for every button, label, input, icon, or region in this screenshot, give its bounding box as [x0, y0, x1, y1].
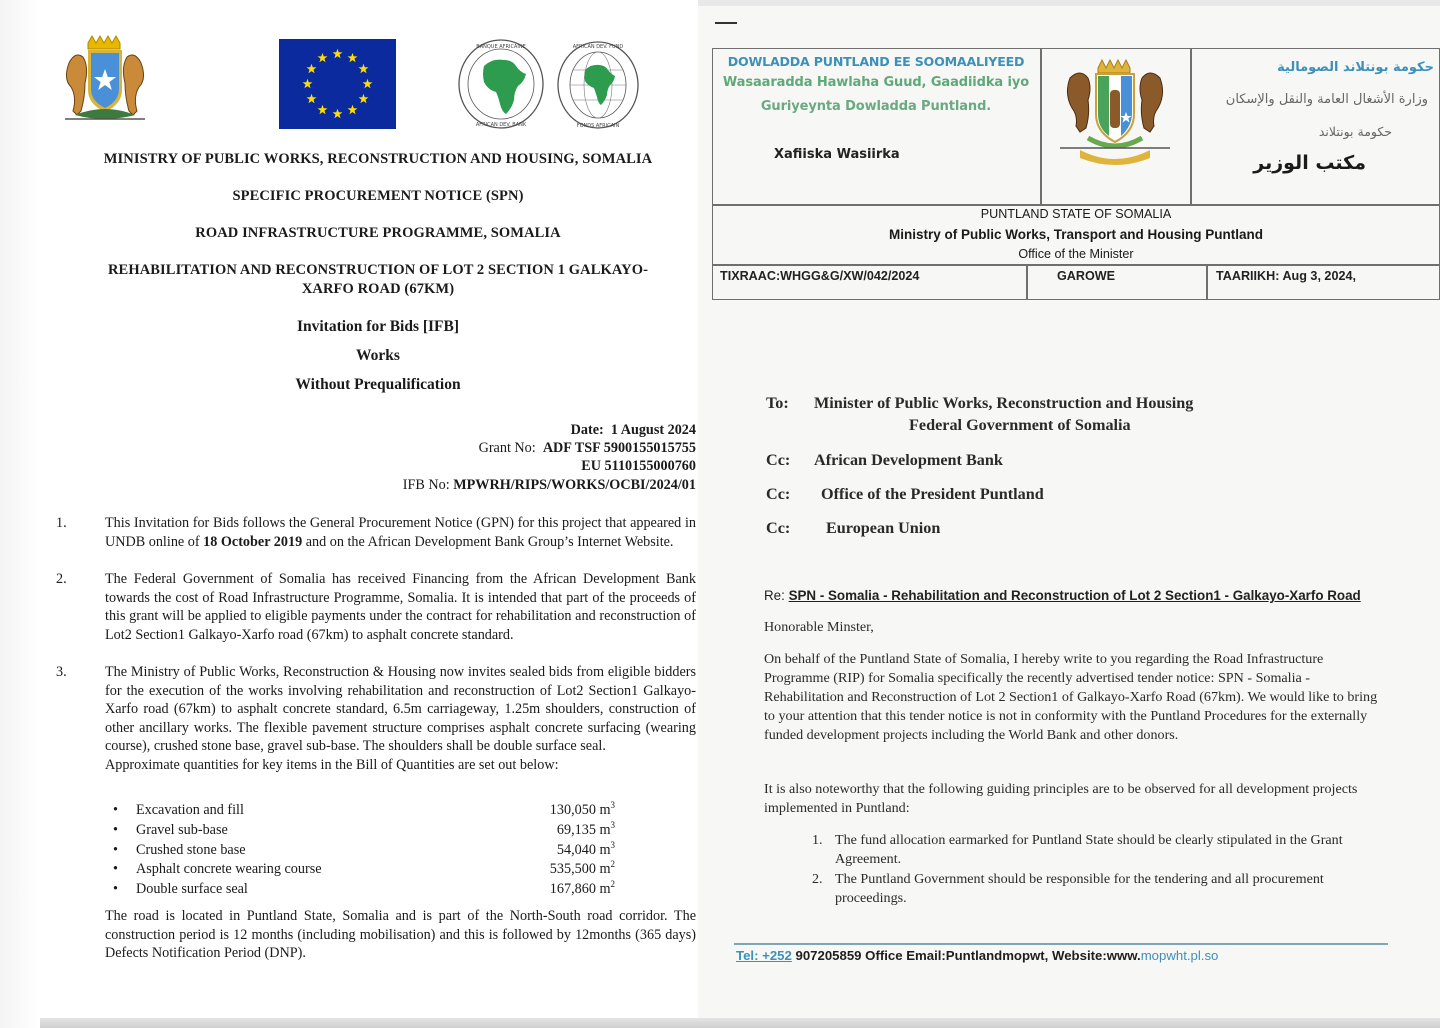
- subject-label: Re:: [764, 588, 789, 603]
- afdb-logo-icon: [456, 38, 546, 130]
- ifb-number-value: MPWRH/RIPS/WORKS/OCBI/2024/01: [453, 477, 696, 493]
- date-label: Date:: [570, 422, 604, 438]
- eu-star-icon: [333, 109, 343, 118]
- eu-star-icon: [359, 94, 369, 103]
- letterhead: [712, 48, 1440, 302]
- ministry-heading: MINISTRY OF PUBLIC WORKS, RECONSTRUCTION AND HOUSING, SOMALIA: [103, 151, 653, 167]
- mark-dash: [715, 22, 737, 24]
- date-value: 1 August 2024: [610, 422, 696, 438]
- svg-text:AFRICAN DEV. FUND: AFRICAN DEV. FUND: [572, 44, 624, 50]
- gpn-date: 18 October 2019: [203, 533, 303, 550]
- bullet-icon: •: [113, 802, 118, 818]
- contact-text: 907205859 Office Email:Puntlandmopwt, Website:www.: [791, 948, 1141, 963]
- principle-item: [810, 831, 1390, 869]
- footer-divider: [734, 943, 1388, 945]
- bullet-icon: •: [113, 821, 118, 838]
- puntland-letter: [698, 0, 1440, 1028]
- body-paragraph-2: It is also noteworthy that the following guiding principles are to be observed for all development projects implemented in Puntland:: [764, 781, 1358, 816]
- boq-row: [105, 860, 615, 880]
- letter-city: GAROWE: [1057, 269, 1116, 283]
- recipient-label: Cc:: [766, 519, 791, 537]
- boq-quantity: 167,860 $m^2$: [549, 879, 615, 898]
- divider: [1190, 48, 1192, 204]
- boq-row: [105, 801, 615, 821]
- divider: [1040, 48, 1042, 204]
- boq-row: [105, 841, 615, 861]
- phone-link[interactable]: Tel: +252: [736, 948, 792, 963]
- eu-star-icon: [348, 105, 358, 114]
- recipient-name: European Union: [826, 519, 941, 537]
- boq-item: Double surface seal: [136, 881, 248, 898]
- paragraph-3: [40, 663, 696, 775]
- recipient-cc: [766, 451, 1366, 473]
- svg-text:AFRICAN DEV. BANK: AFRICAN DEV. BANK: [475, 122, 527, 128]
- grant-label: Grant No:: [478, 440, 536, 456]
- closing-text: The road is located in Puntland State, Somalia and is part of the North-South road corridor. The construction period is 12 months (including mobilisation) and this is followed by 12months (365 days) Defects Notification Period (DNP).: [105, 908, 696, 962]
- letter-footer: [736, 948, 1218, 963]
- ifb-works: Works: [356, 347, 400, 364]
- paragraph-number: 1.: [56, 515, 67, 531]
- paragraph-number: 3.: [56, 664, 67, 680]
- bill-of-quantities: [105, 801, 615, 900]
- principle-text: The fund allocation earmarked for Puntland State should be clearly stipulated in the Grant Agreement.: [835, 832, 1343, 867]
- divider: [1206, 264, 1208, 300]
- page-bottom-shadow: [40, 1018, 1440, 1028]
- subject-line: [764, 588, 1361, 603]
- closing-paragraph: [40, 907, 696, 963]
- boq-item: Crushed stone base: [136, 841, 246, 858]
- arabic-ministry: وزارة الأشغال العامة والنقل والإسكان: [1225, 92, 1428, 107]
- boq-item: Excavation and fill: [136, 802, 244, 818]
- ifb-prequalification: Without Prequalification: [295, 376, 461, 393]
- boq-intro: Approximate quantities for key items in the Bill of Quantities are set out below:: [105, 756, 559, 773]
- arabic-state-name: حكومة بونتلاند الصومالية: [1277, 60, 1434, 75]
- paragraph-2: [40, 570, 696, 644]
- boq-row: [105, 821, 615, 841]
- eu-star-icon: [348, 53, 358, 62]
- website-link[interactable]: mopwht.pl.so: [1140, 948, 1219, 963]
- svg-text:BANQUE AFRICAINE: BANQUE AFRICAINE: [476, 44, 526, 50]
- eu-star-icon: [363, 79, 373, 88]
- paragraph-number: 2.: [56, 571, 67, 587]
- page-top-edge: [698, 0, 1440, 6]
- bullet-icon: •: [113, 881, 118, 898]
- boq-quantity: 535,500 $m^2$: [549, 859, 615, 878]
- boq-item: Gravel sub-base: [136, 821, 228, 838]
- boq-quantity: 130,050 $m^3$: [549, 800, 615, 818]
- bullet-icon: •: [113, 861, 118, 878]
- principle-item: [810, 870, 1390, 908]
- recipient-org: Federal Government of Somalia: [909, 416, 1131, 434]
- boq-item: Asphalt concrete wearing course: [136, 861, 322, 878]
- boq-row: [105, 880, 615, 900]
- somali-ministry-line2: Guriyeynta Dowladda Puntland.: [760, 99, 992, 114]
- english-ministry: Ministry of Public Works, Transport and Housing Puntland: [888, 227, 1264, 242]
- puntland-coat-of-arms-icon: [1050, 54, 1180, 169]
- english-office: Office of the Minister: [1018, 247, 1134, 261]
- eu-star-icon: [307, 64, 317, 73]
- recipient-name: African Development Bank: [814, 451, 1003, 469]
- notice-type-heading: SPECIFIC PROCUREMENT NOTICE (SPN): [232, 188, 524, 204]
- arabic-office: مكتب الوزير: [1253, 152, 1366, 174]
- eu-star-icon: [359, 64, 369, 73]
- principles-list: [810, 831, 1390, 909]
- divider: [712, 204, 1440, 206]
- logo-row: [0, 28, 700, 138]
- eu-flag-icon: [279, 39, 396, 129]
- letter-date: TAARIIKH: Aug 3, 2024,: [1216, 269, 1356, 283]
- eu-star-icon: [318, 53, 328, 62]
- page-edge-shadow: [0, 0, 40, 1028]
- adf-logo-icon: [555, 40, 641, 130]
- recipient-name: Minister of Public Works, Reconstruction and Housing: [814, 394, 1194, 412]
- eu-star-icon: [307, 94, 317, 103]
- spn-document: [0, 0, 700, 1028]
- recipient-label: Cc:: [766, 485, 791, 503]
- principle-number: 2.: [812, 871, 823, 887]
- subject-text: SPN - Somalia - Rehabilitation and Reconstruction of Lot 2 Section1 - Galkayo-Xarfo Road: [788, 588, 1361, 603]
- eu-star-icon: [333, 49, 343, 58]
- ifb-title: Invitation for Bids [IFB]: [296, 318, 460, 335]
- recipient-name: Office of the President Puntland: [821, 485, 1044, 503]
- principle-text: The Puntland Government should be responsible for the tendering and all procurement proceedings.: [835, 871, 1324, 906]
- somali-state-name: DOWLADDA PUNTLAND EE SOOMAALIYEED: [727, 54, 1025, 69]
- svg-text:FONDS AFRICAIN: FONDS AFRICAIN: [576, 123, 620, 129]
- grant-value-eu: EU 5110155000760: [581, 458, 696, 474]
- programme-heading: ROAD INFRASTRUCTURE PROGRAMME, SOMALIA: [195, 225, 561, 241]
- divider: [712, 264, 1440, 266]
- date-line: [571, 422, 696, 439]
- somali-ministry-line1: Wasaaradda Hawlaha Guud, Gaadiidka iyo: [722, 75, 1030, 90]
- grant-value-adf: ADF TSF 5900155015755: [542, 440, 696, 456]
- bullet-icon: •: [113, 841, 118, 858]
- eu-star-icon: [318, 105, 328, 114]
- recipient-cc: [766, 485, 1366, 507]
- boq-quantity: 54,040 $m^3$: [556, 839, 615, 858]
- paragraph-text: and on the African Development Bank Group’s Internet Website.: [302, 533, 674, 550]
- project-heading-line2: XARFO ROAD (67KM): [301, 281, 455, 297]
- paragraph-text: This Invitation for Bids follows the General Procurement Notice (GPN) for this project that appeared in UNDB online of: [105, 515, 696, 550]
- boq-quantity: 69,135 $m^3$: [556, 819, 615, 838]
- divider: [1026, 264, 1028, 300]
- english-state-name: PUNTLAND STATE OF SOMALIA: [980, 207, 1172, 221]
- reference-number: TIXRAAC:WHGG&G/XW/042/2024: [720, 269, 920, 283]
- body-paragraph-1: On behalf of the Puntland State of Somalia, I hereby write to you regarding the Road Infrastructure Programme (RIP) for Somalia specifically the recently advertised tender notice: SPN - Somalia - Rehabilitation and Reconstruction of Lot 2 Section1 of Galkayo-Xarfo Road (67km). We would like to bring to your attention that this tender notice is not in conformity with the Puntland Procedures for the externally funded development projects including the World Bank and other donors.: [764, 651, 1378, 743]
- paragraph-text: The Ministry of Public Works, Reconstruction & Housing now invites sealed bids from eligible bidders for the execution of the works involving rehabilitation and reconstruction of Lot2 Section1 Galkayo-Xarfo road (67km) to asphalt concrete standard, 6.5m carriageway, 1.25m shoulders, construction of other ancillary works. The flexible pavement structure comprises asphalt concrete surfacing (wearing course), crushed stone base, gravel sub-base. The shoulders shall be double surface seal.: [105, 664, 696, 755]
- recipient-label: To:: [766, 394, 789, 412]
- paragraph-1: [40, 514, 696, 551]
- ifb-number-label: IFB No:: [402, 477, 450, 493]
- ifb-number-line: [403, 477, 696, 494]
- eu-star-icon: [303, 79, 313, 88]
- somalia-coat-of-arms-icon: [55, 33, 155, 133]
- principle-number: 1.: [812, 832, 823, 848]
- recipient-cc: [766, 519, 1366, 541]
- recipient-to: [766, 394, 1366, 438]
- salutation: Honorable Minster,: [764, 619, 874, 635]
- project-heading-line1: REHABILITATION AND RECONSTRUCTION OF LOT 2 SECTION 1 GALKAYO-: [107, 262, 648, 278]
- grant-line: [479, 440, 696, 457]
- paragraph-text: The Federal Government of Somalia has received Financing from the African Development Bank towards the cost of Road Infrastructure Programme, Somalia. It is intended that part of the proceeds of this grant will be applied to eligible payments under the contract for rehabilitation and reconstruction of Lot2 Section1 Galkayo-Xarfo road (67km) to asphalt concrete standard.: [105, 571, 696, 643]
- somali-office: Xafiiska Wasiirka: [774, 147, 900, 162]
- arabic-government: حكومة بونتلاند: [1318, 124, 1392, 139]
- recipient-label: Cc:: [766, 451, 791, 469]
